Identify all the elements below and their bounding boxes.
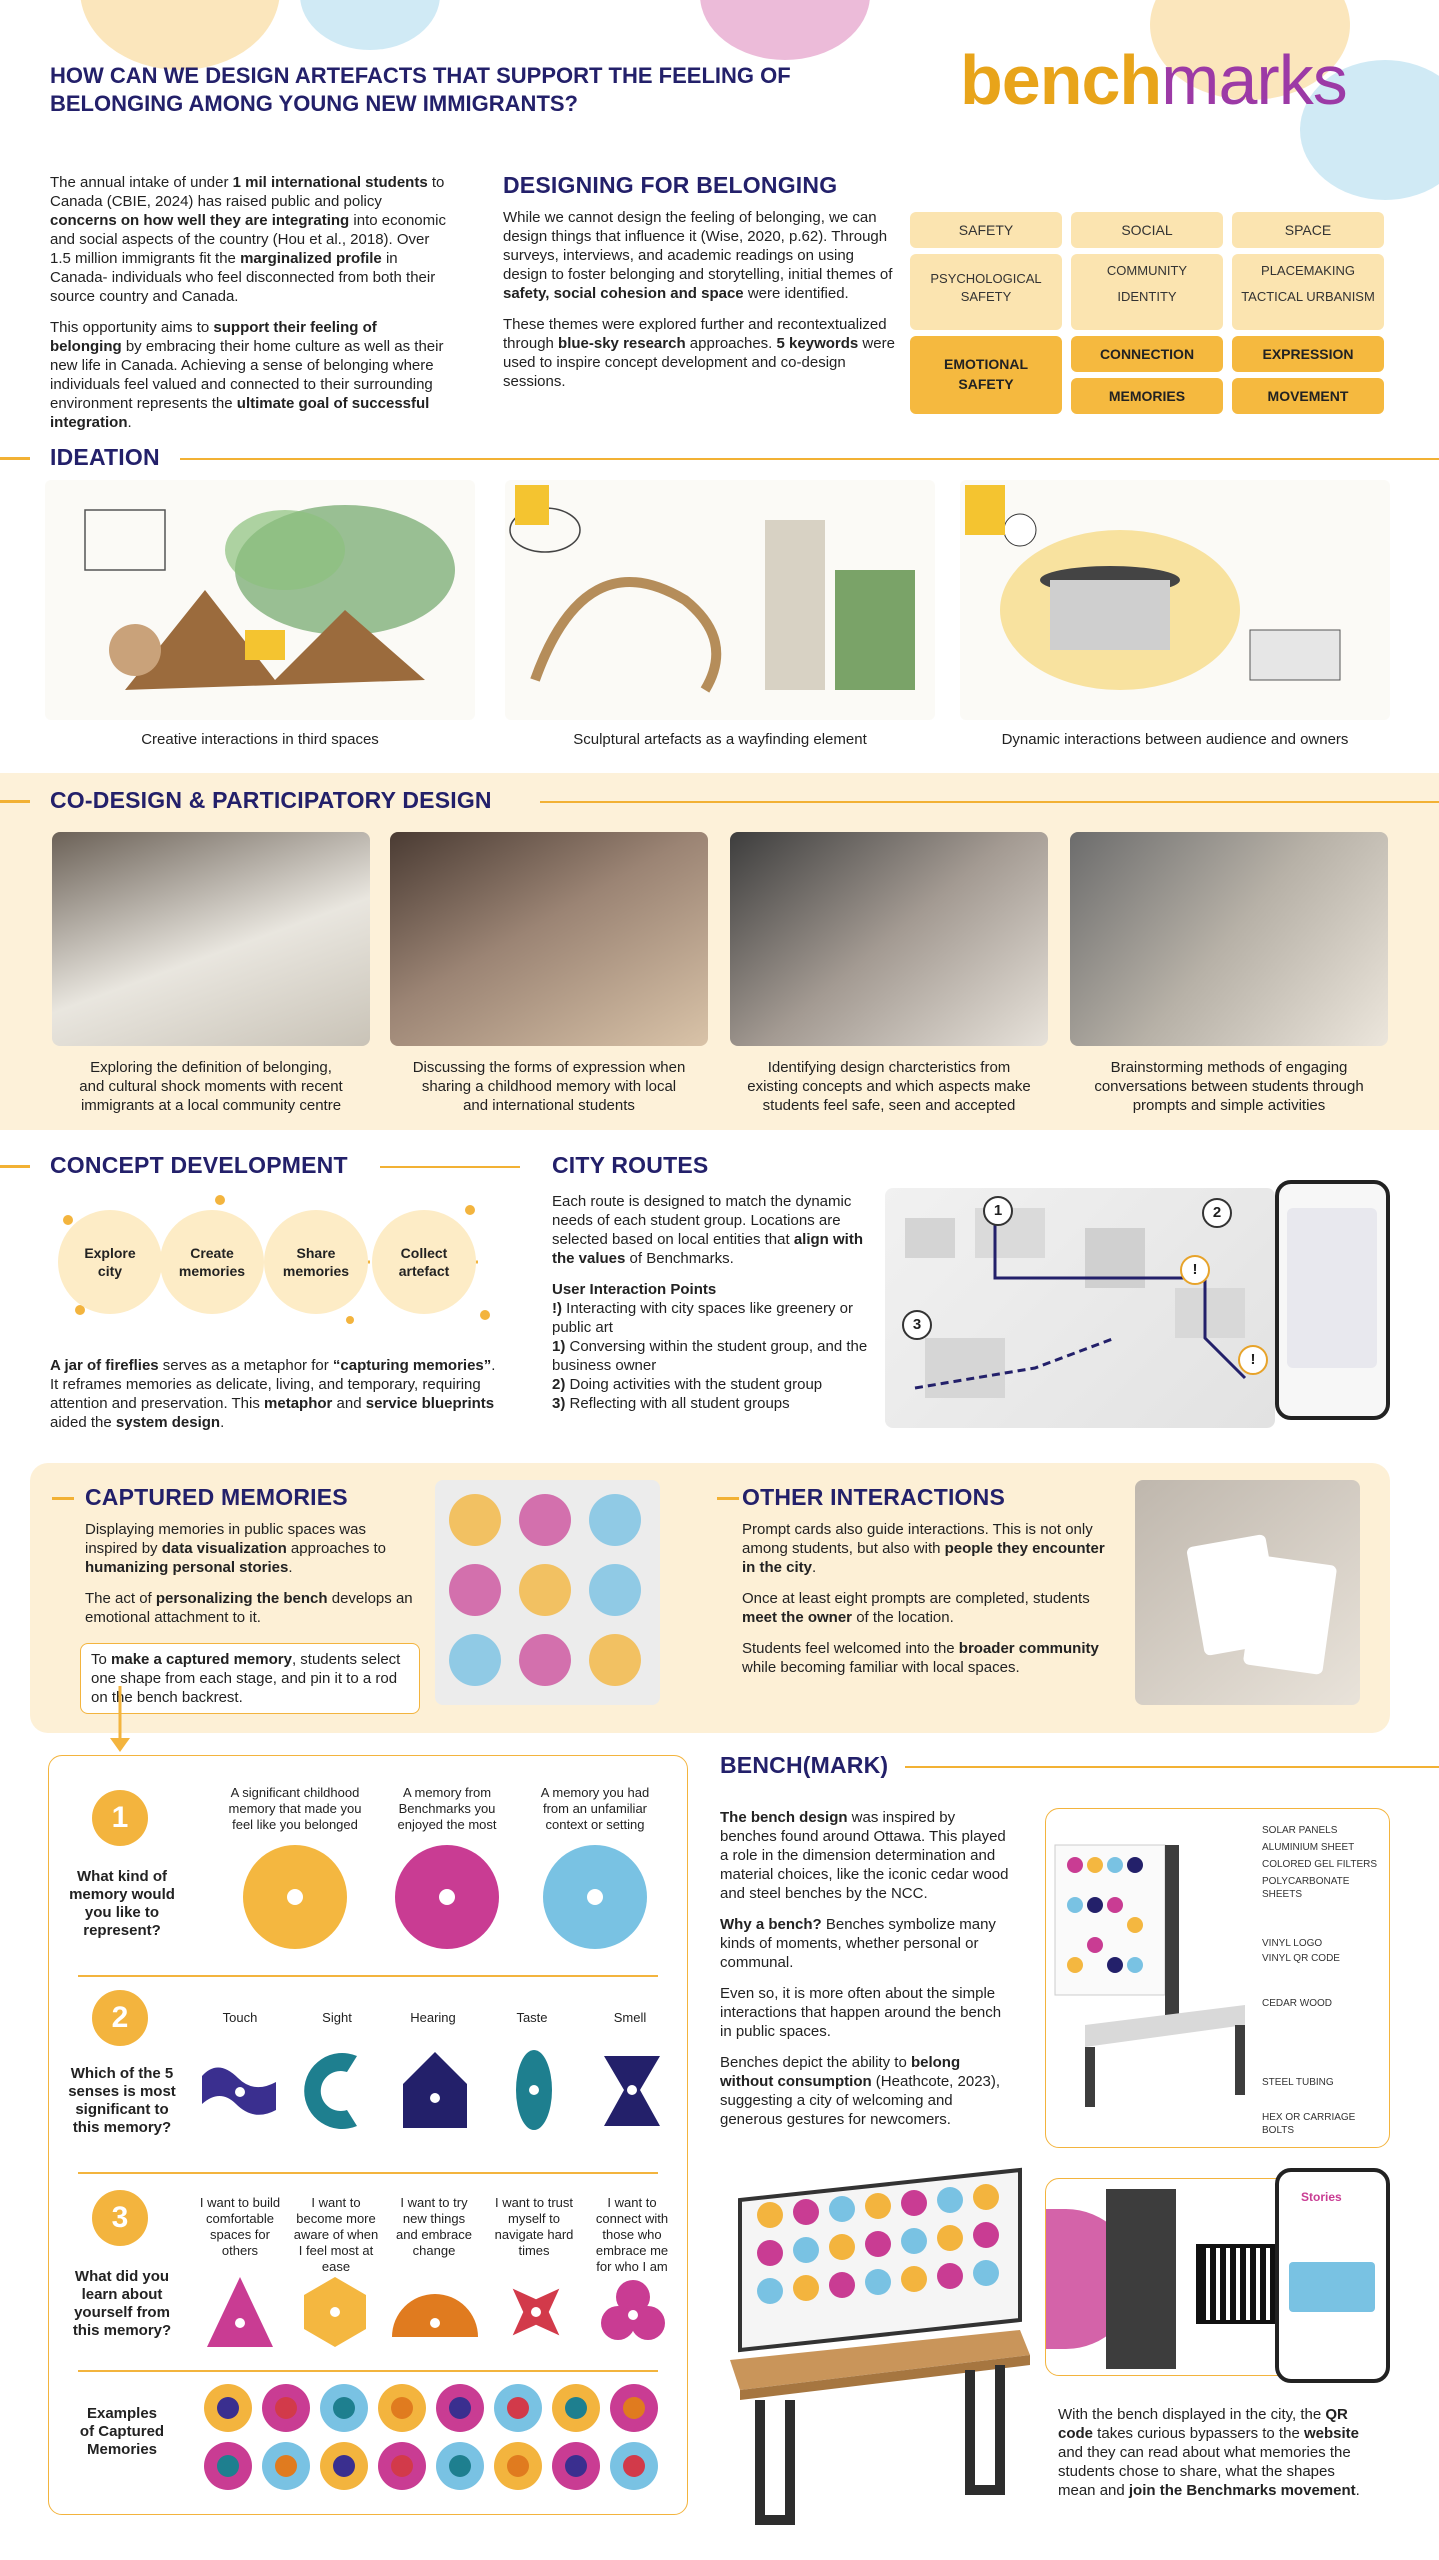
map-pin-alert-1: ! [1180, 1255, 1210, 1285]
memory-circle-childhood [243, 1845, 347, 1949]
other-heading: OTHER INTERACTIONS [742, 1484, 1005, 1510]
stage-3-option-label: I want to try new things and embrace change [396, 2195, 472, 2258]
phone-mockup-routes [1275, 1180, 1390, 1420]
bench-memory-circle [829, 2196, 855, 2222]
benchmark-text: The bench design was inspired by benches found around Ottawa. This played a role in the dimension determination and material choices, like the iconic cedar wood and steel benches by the NCC. Why a bench? Benches symbolize many kinds of moments, whether personal or communal. Even so, it is more often about the simple interactions that happen around the bench in public spaces. Benches depict the ability to belong without consumption (Heathcote, 2023), suggesting a city of welcoming and generous gestures for newcomers. [720, 1809, 1009, 2128]
part-label: ALUMINIUM SHEET [1262, 1842, 1355, 1853]
ideation-caption-3: Dynamic interactions between audience and owners [1001, 731, 1349, 748]
designing-text: While we cannot design the feeling of belonging, we can design things that influence it (Wise, 2020, p.62). Through surveys, interviews, and academic readings on using design to foster belonging and storytelling, initial themes of safety, social cohesion and space were identified. These themes were explored further and recontextualized through blue-sky research approaches. 5 keywords were used to inspire concept development and co-design sessions. [503, 209, 895, 390]
bench-memory-circle [937, 2187, 963, 2213]
bench-memory-circle [757, 2240, 783, 2266]
example-memory-shape [507, 2455, 529, 2477]
stage-3-option-label: I want to build comfortable spaces for others [199, 2195, 281, 2258]
stage-1-option-label: A significant childhood memory that made you feel like you belonged [228, 1785, 362, 1832]
example-memory-shape [565, 2455, 587, 2477]
flow-node-create-memories: Create memories [160, 1210, 264, 1314]
bench-memory-circle [937, 2225, 963, 2251]
codesign-photo-2 [390, 832, 708, 1046]
ideation-sketch-third-spaces [45, 480, 475, 720]
section-marker [717, 1497, 739, 1500]
part-label: VINYL LOGO [1262, 1938, 1323, 1949]
memory-circle-unfamiliar [543, 1845, 647, 1949]
captured-memory-examples [200, 2380, 670, 2500]
sense-label-touch: Touch [222, 2010, 258, 2025]
learn-shape-hexagon [300, 2275, 370, 2349]
sense-shape-touch [198, 2048, 282, 2132]
example-memory-shape [449, 2455, 471, 2477]
bench-memory-circle [901, 2266, 927, 2292]
intro-text: The annual intake of under 1 mil international students to Canada (CBIE, 2024) has raised public and policy concerns on how well they are integrating into economic and social aspects of the country (Hou et al., 2018). Over 1.5 million immigrants fit the marginalized profile in Canada- individuals who feel disconnected from both their source country and Canada. This opportunity aims to support their feeling of belonging by embracing their home culture as well as their new life in Canada. Achieving a sense of belonging where individuals feel valued and connected to their surrounding environment represents the ultimate goal of successful integration. [50, 174, 446, 431]
codesign-caption-3: Identifying design charcteristics from existing concepts and which aspects make students feel safe, seen and accepted [747, 1059, 1031, 1114]
routes-text: Each route is designed to match the dynamic needs of each student group. Locations are selected based on local entities that align with the values of Benchmarks. User Interaction Points !) Interacting with city spaces like greenery or public art 1) Conversing within the student group, and the business owner 2) Doing activities with the student group 3) Reflecting with all student groups [552, 1193, 868, 1412]
stage-1-question: What kind of memory would you like to represent? [69, 1868, 175, 1939]
bench-memory-circle [973, 2222, 999, 2248]
sense-shape-sight [297, 2048, 381, 2132]
phone-title: Stories [1301, 2190, 1342, 2204]
ideation-sketch-dynamic [960, 480, 1390, 720]
stage-3-badge: 3 [92, 2190, 148, 2246]
learn-shape-star [499, 2275, 573, 2349]
flow-node-explore-city: Explore city [58, 1210, 162, 1314]
learn-shape-trefoil [596, 2275, 670, 2349]
theme-column-safety: SAFETY PSYCHOLOGICAL SAFETY EMOTIONAL SAFETY [910, 212, 1062, 414]
designing-heading: DESIGNING FOR BELONGING [503, 172, 838, 198]
example-memory-shape [217, 2455, 239, 2477]
captured-text: Displaying memories in public spaces was inspired by data visualization approaches to humanizing personal stories. The act of personalizing the bench develops an emotional attachment to it. [85, 1521, 413, 1626]
bench-memory-circle [865, 2231, 891, 2257]
bench-diagram-graphic [1045, 1825, 1260, 2125]
bench-memory-circle [973, 2260, 999, 2286]
theme-column-social: SOCIAL COMMUNITY IDENTITY CONNECTION MEMORIES [1071, 212, 1223, 414]
part-label: COLORED GEL FILTERS [1262, 1859, 1378, 1870]
section-marker [52, 1497, 74, 1500]
section-rule [380, 1166, 520, 1168]
example-memory-shape [623, 2397, 645, 2419]
benchmarks-logo: benchmarks [960, 41, 1347, 119]
stage-divider [78, 1975, 658, 1977]
bench-memory-circle [793, 2275, 819, 2301]
codesign-photo-1 [52, 832, 370, 1046]
codesign-caption-2: Discussing the forms of expression when sharing a childhood memory with local and international students [412, 1059, 686, 1114]
section-rule [180, 458, 1439, 460]
example-memory-shape [333, 2397, 355, 2419]
ideation-caption-2: Sculptural artefacts as a wayfinding element [573, 731, 867, 748]
stage-1-option-label: A memory you had from an unfamiliar context or setting [540, 1785, 650, 1832]
stage-2-question: Which of the 5 senses is most significant to this memory? [68, 2065, 176, 2136]
flow-node-share-memories: Share memories [264, 1210, 368, 1314]
routes-heading: CITY ROUTES [552, 1152, 709, 1178]
qr-code-icon [1196, 2244, 1276, 2324]
bench-memory-circle [901, 2228, 927, 2254]
phone-mockup-website[interactable] [1275, 2168, 1390, 2383]
codesign-photo-4 [1070, 832, 1388, 1046]
learn-shape-semicircle [390, 2285, 480, 2341]
part-label: STEEL TUBING [1262, 2077, 1334, 2088]
memory-circle-benchmarks [395, 1845, 499, 1949]
section-rule [905, 1766, 1439, 1768]
codesign-heading: CO-DESIGN & PARTICIPATORY DESIGN [50, 787, 492, 813]
codesign-caption-1: Exploring the definition of belonging, and cultural shock moments with recent immigrants at a local community centre [79, 1059, 343, 1114]
benchmark-heading: BENCH(MARK) [720, 1752, 889, 1778]
ideation-caption-1: Creative interactions in third spaces [141, 731, 379, 748]
example-memory-shape [391, 2455, 413, 2477]
bench-memory-circle [973, 2184, 999, 2210]
example-memory-shape [391, 2397, 413, 2419]
example-memory-shape [565, 2397, 587, 2419]
captured-heading: CAPTURED MEMORIES [85, 1484, 348, 1510]
codesign-caption-4: Brainstorming methods of engaging conversations between students through prompts and simple activities [1094, 1059, 1364, 1114]
part-label: POLYCARBONATE SHEETS [1262, 1876, 1350, 1900]
decor-blob [300, 0, 440, 50]
down-arrow-icon [105, 1686, 135, 1756]
bench-memory-circle [793, 2237, 819, 2263]
section-rule [540, 801, 1439, 803]
example-memory-shape [333, 2455, 355, 2477]
sense-label-taste: Taste [516, 2010, 548, 2025]
sense-shape-smell [590, 2048, 674, 2132]
stage-3-option-label: I want to connect with those who embrace me for who I am [595, 2195, 669, 2274]
qr-text: With the bench displayed in the city, the QR code takes curious bypassers to the website and they can read about what memories the students chose to share, what the shapes mean and join the Benchmarks movement. [1058, 2406, 1360, 2499]
map-pin-3: 3 [902, 1310, 932, 1340]
stage-3-option-label: I want to trust myself to navigate hard times [494, 2195, 574, 2258]
part-label: HEX OR CARRIAGE BOLTS [1262, 2112, 1356, 2136]
map-pin-1: 1 [983, 1196, 1013, 1226]
map-pin-2: 2 [1202, 1198, 1232, 1228]
sense-shape-taste [492, 2048, 576, 2132]
bench-memory-circle [901, 2190, 927, 2216]
sense-shape-hearing [393, 2048, 477, 2132]
part-label: SOLAR PANELS [1262, 1825, 1338, 1836]
stage-3-option-label: I want to become more aware of when I feel most at ease [293, 2195, 379, 2274]
stage-3-question: What did you learn about yourself from this memory? [72, 2268, 172, 2339]
bench-memory-circle [829, 2272, 855, 2298]
example-memory-shape [275, 2397, 297, 2419]
bench-memory-circle [793, 2199, 819, 2225]
bench-memory-circle [865, 2269, 891, 2295]
examples-label: Examples of Captured Memories [79, 2405, 165, 2458]
example-memory-shape [449, 2397, 471, 2419]
section-marker [0, 1165, 30, 1168]
concept-heading: CONCEPT DEVELOPMENT [50, 1152, 348, 1178]
section-marker [0, 457, 30, 460]
stage-1-option-label: A memory from Benchmarks you enjoyed the most [397, 1785, 497, 1832]
page-title: HOW CAN WE DESIGN ARTEFACTS THAT SUPPORT THE FEELING OF BELONGING AMONG YOUNG NEW IMMIGRANTS? [50, 63, 791, 116]
learn-shape-triangle [205, 2275, 275, 2349]
concept-text: A jar of fireflies serves as a metaphor for “capturing memories”. It reframes memories as delicate, living, and temporary, requiring attention and preservation. This metaphor and service blueprints aided the system design. [50, 1357, 496, 1431]
bench-memory-circle [865, 2193, 891, 2219]
theme-column-space: SPACE PLACEMAKING TACTICAL URBANISM EXPRESSION MOVEMENT [1232, 212, 1384, 414]
stage-divider [78, 2172, 658, 2174]
example-memory-shape [623, 2455, 645, 2477]
decor-blob [80, 0, 280, 70]
ideation-heading: IDEATION [50, 444, 160, 470]
example-memory-shape [275, 2455, 297, 2477]
stage-divider [78, 2370, 658, 2372]
bench-memory-circle [829, 2234, 855, 2260]
map-pin-alert-2: ! [1238, 1345, 1268, 1375]
prompt-cards-photo [1135, 1480, 1360, 1705]
bench-memory-circle [757, 2202, 783, 2228]
example-memory-shape [507, 2397, 529, 2419]
stage-2-badge: 2 [92, 1990, 148, 2046]
part-label: CEDAR WOOD [1262, 1998, 1332, 2009]
bench-render [720, 2160, 1040, 2540]
captured-instruction-box: To make a captured memory, students select one shape from each stage, and pin it to a rod on the bench backrest. [80, 1643, 420, 1714]
stage-1-badge: 1 [92, 1790, 148, 1846]
example-memory-shape [217, 2397, 239, 2419]
flow-node-collect-artefact: Collect artefact [372, 1210, 476, 1314]
bench-memory-circle [937, 2263, 963, 2289]
other-text: Prompt cards also guide interactions. This is not only among students, but also with people they encounter in the city. Once at least eight prompts are completed, students meet the owner of the location. Students feel welcomed into the broader community while becoming familiar with local spaces. [742, 1521, 1105, 1676]
codesign-photo-3 [730, 832, 1048, 1046]
decor-blob [700, 0, 870, 60]
bench-parts-list [1262, 1822, 1387, 2137]
part-label: VINYL QR CODE [1262, 1953, 1340, 1964]
bench-memory-circle [757, 2278, 783, 2304]
section-marker [0, 800, 30, 803]
sense-label-sight: Sight [322, 2010, 352, 2025]
ideation-sketch-wayfinding [505, 480, 935, 720]
sense-label-smell: Smell [613, 2010, 647, 2025]
captured-memories-photo [435, 1480, 660, 1705]
sense-label-hearing: Hearing [410, 2010, 456, 2025]
